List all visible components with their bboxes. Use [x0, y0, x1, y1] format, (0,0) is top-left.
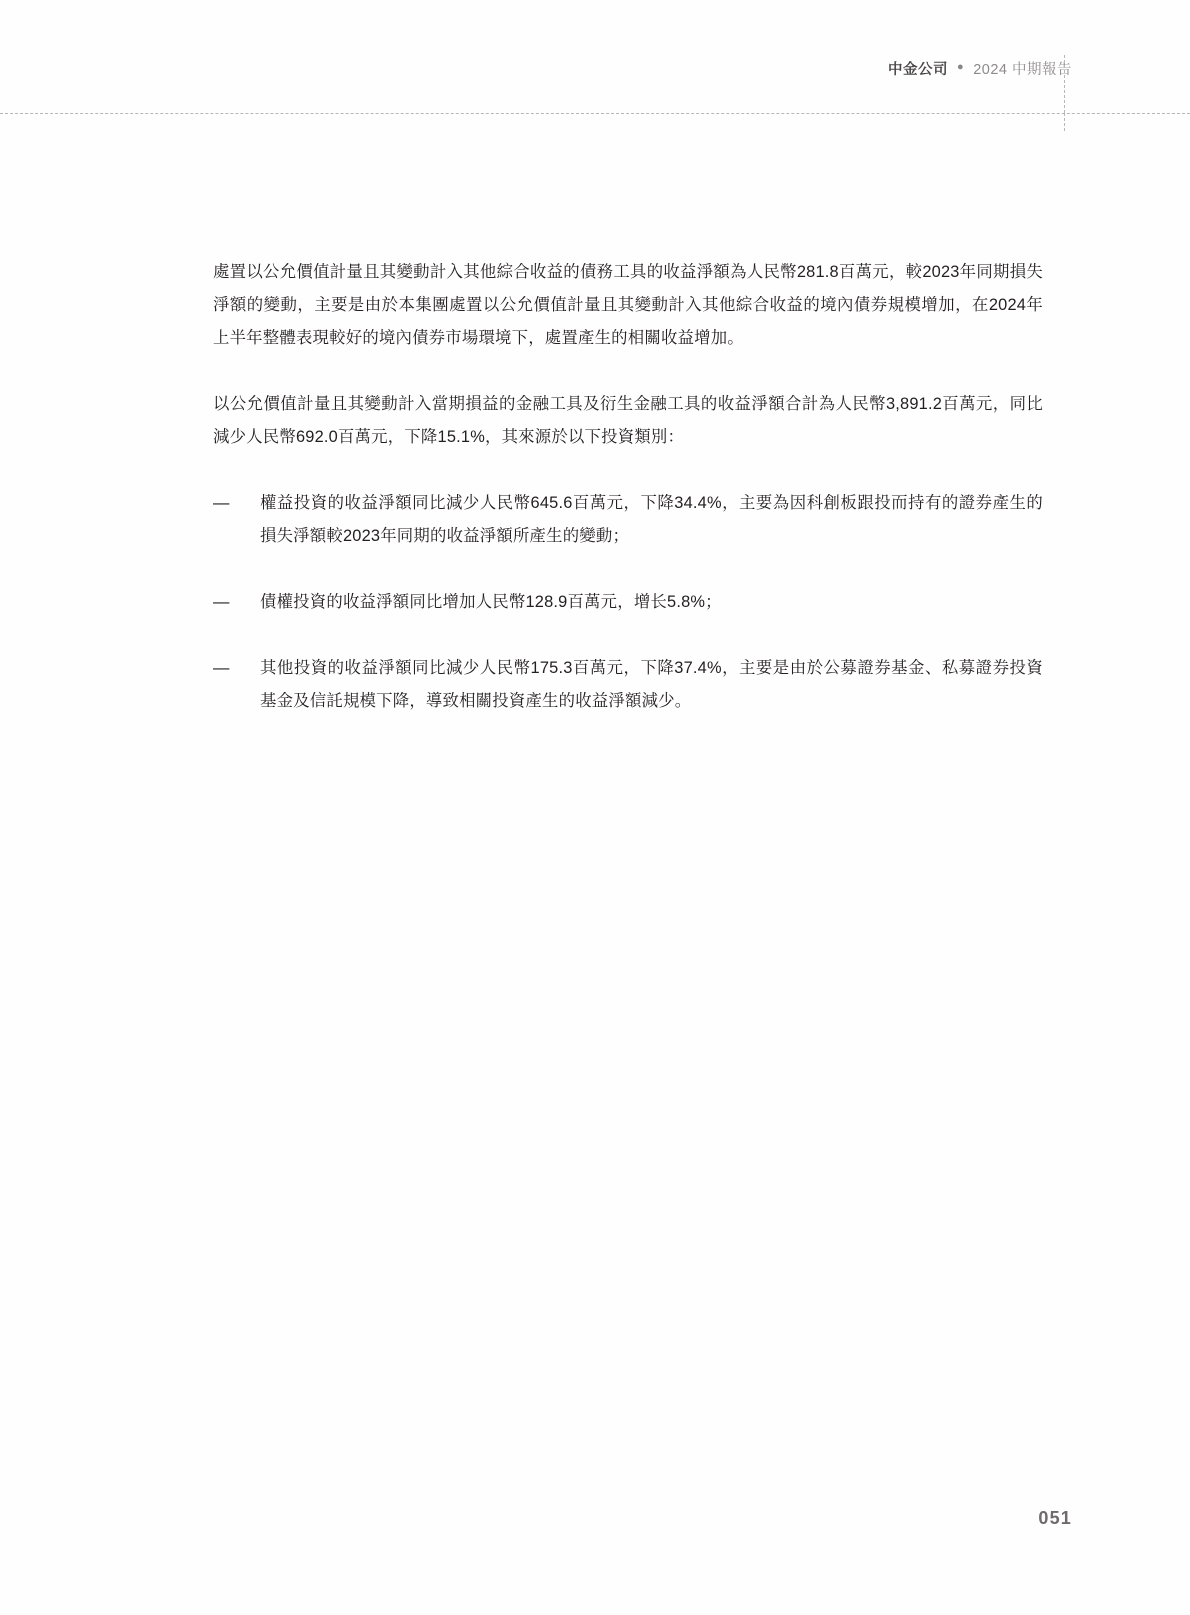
page-number: 051	[1038, 1508, 1072, 1528]
list-item	[213, 652, 1043, 718]
header-company-name: 中金公司	[888, 62, 949, 78]
list-item-text: 權益投資的收益淨額同比減少人民幣645.6百萬元，下降34.4%，主要為因科創板跟投而持有的證券產生的損失淨額較2023年同期的收益淨額所產生的變動；	[260, 494, 1043, 545]
bullet-list	[213, 487, 1043, 718]
crop-mark-lower	[1064, 113, 1065, 131]
header-separator-dot: ●	[957, 61, 965, 73]
body-content	[213, 256, 1043, 751]
paragraph-2: 以公允價值計量且其變動計入當期損益的金融工具及衍生金融工具的收益淨額合計為人民幣3,891.2百萬元，同比減少人民幣692.0百萬元，下降15.1%，其來源於以下投資類別：	[213, 395, 1043, 446]
header-report-title: 2024 中期報告	[973, 62, 1072, 78]
bullet-dash-icon: —	[213, 659, 230, 677]
bullet-dash-icon: —	[213, 494, 230, 512]
list-item	[213, 487, 1043, 553]
list-item-text: 其他投資的收益淨額同比減少人民幣175.3百萬元，下降37.4%，主要是由於公募證券基金、私募證券投資基金及信託規模下降，導致相關投資產生的收益淨額減少。	[260, 659, 1043, 710]
list-item-text: 債權投資的收益淨額同比增加人民幣128.9百萬元，增长5.8%；	[260, 593, 722, 611]
crop-mark-upper	[1064, 55, 1065, 113]
paragraph-1: 處置以公允價值計量且其變動計入其他綜合收益的債務工具的收益淨額為人民幣281.8百萬元，較2023年同期損失淨額的變動，主要是由於本集團處置以公允價值計量且其變動計入其他綜合收益的境內債券規模增加，在2024年上半年整體表現較好的境內債券市場環境下，處置產生的相關收益增加。	[213, 263, 1043, 347]
list-item	[213, 586, 1043, 619]
header-divider	[0, 113, 1190, 114]
bullet-dash-icon: —	[213, 593, 230, 611]
page-header	[888, 58, 1072, 79]
